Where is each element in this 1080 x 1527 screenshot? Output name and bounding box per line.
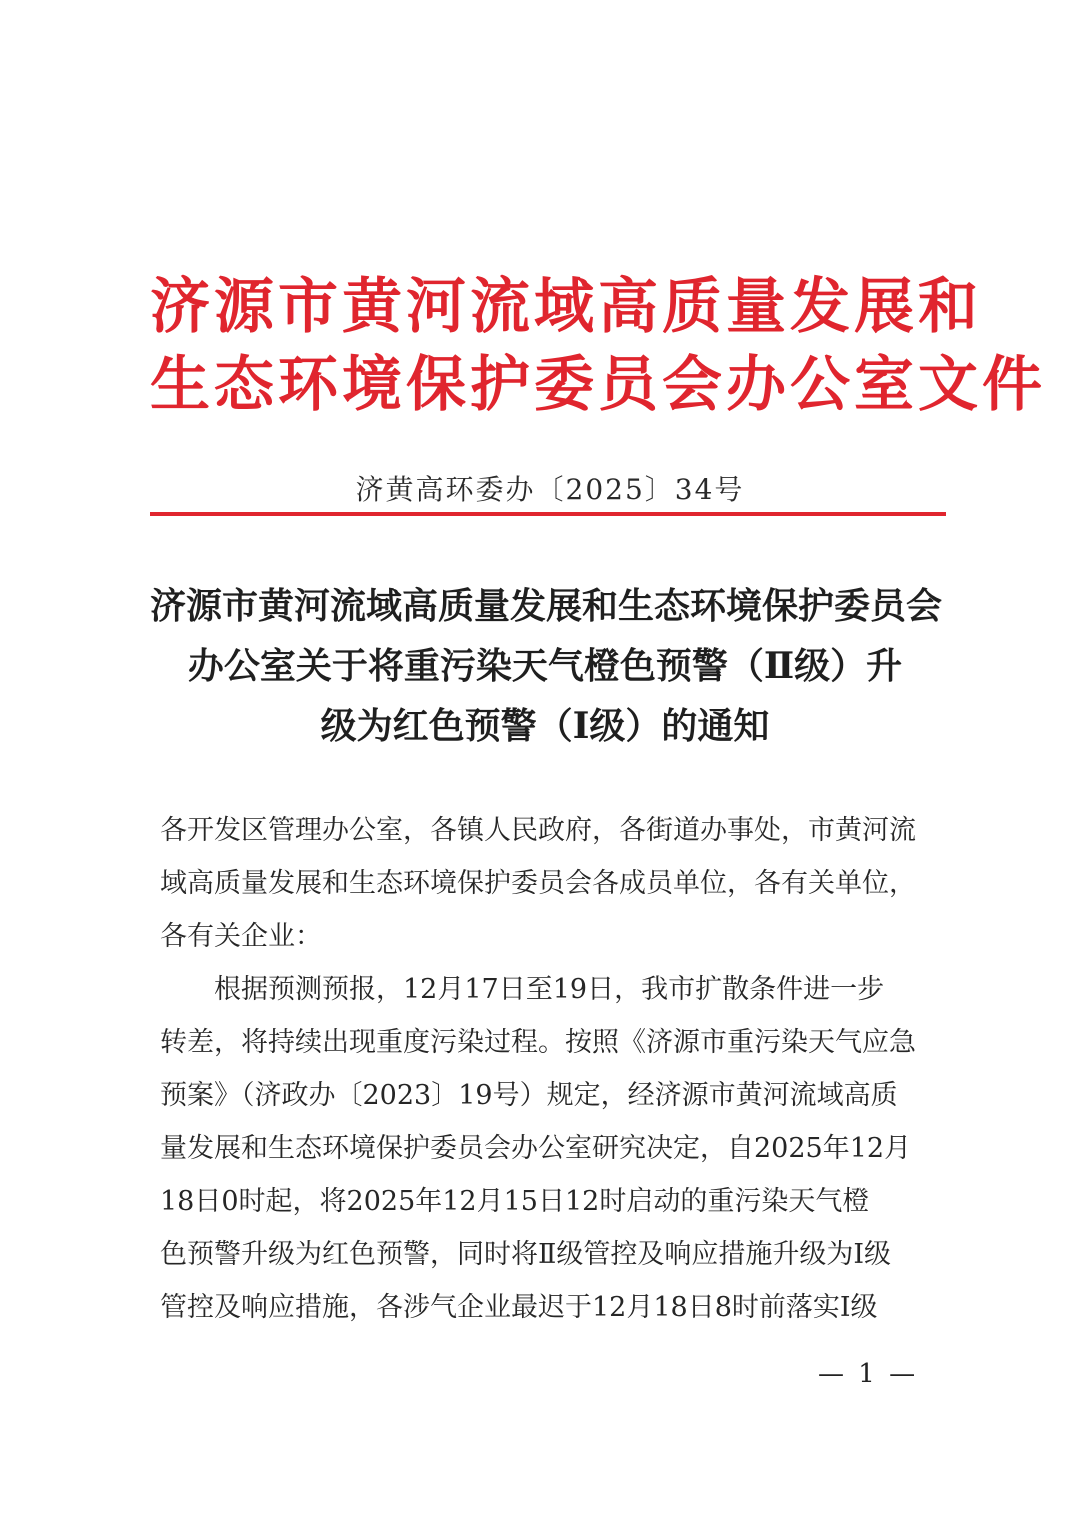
body-line: 量发展和生态环境保护委员会办公室研究决定，自2025年12月 (160, 1133, 912, 1164)
body-text (160, 804, 950, 1334)
addressee-line: 各开发区管理办公室，各镇人民政府，各街道办事处，市黄河流 (160, 815, 916, 846)
red-divider-line (150, 512, 946, 516)
body-line: 转差，将持续出现重度污染过程。按照《济源市重污染天气应急 (160, 1027, 916, 1058)
notice-title-line: 济源市黄河流域高质量发展和生态环境保护委员会 (150, 585, 943, 627)
document-number: 济黄高环委办〔2025〕34号 (355, 473, 745, 506)
header-title (150, 268, 1046, 424)
body-line: 色预警升级为红色预警，同时将Ⅱ级管控及响应措施升级为Ⅰ级 (160, 1239, 892, 1270)
body-line: 预案》（济政办〔2023〕19号）规定，经济源市黄河流域高质 (160, 1080, 898, 1111)
addressee-line: 各有关企业： (160, 921, 322, 952)
header-title-line: 济源市黄河流域高质量发展和 (150, 272, 982, 342)
notice-title (150, 576, 943, 756)
page-number: — 1 — (818, 1359, 919, 1389)
body-line: 根据预测预报，12月17日至19日，我市扩散条件进一步 (160, 974, 885, 1005)
body-line: 管控及响应措施，各涉气企业最迟于12月18日8时前落实Ⅰ级 (160, 1292, 878, 1323)
addressee-line: 域高质量发展和生态环境保护委员会各成员单位，各有关单位， (160, 868, 916, 899)
notice-title-line: 级为红色预警（Ⅰ级）的通知 (320, 705, 770, 747)
header-title-line: 生态环境保护委员会办公室文件 (150, 350, 1046, 420)
notice-title-line: 办公室关于将重污染天气橙色预警（Ⅱ级）升 (187, 645, 903, 687)
body-line: 18日0时起，将2025年12月15日12时启动的重污染天气橙 (160, 1186, 870, 1217)
